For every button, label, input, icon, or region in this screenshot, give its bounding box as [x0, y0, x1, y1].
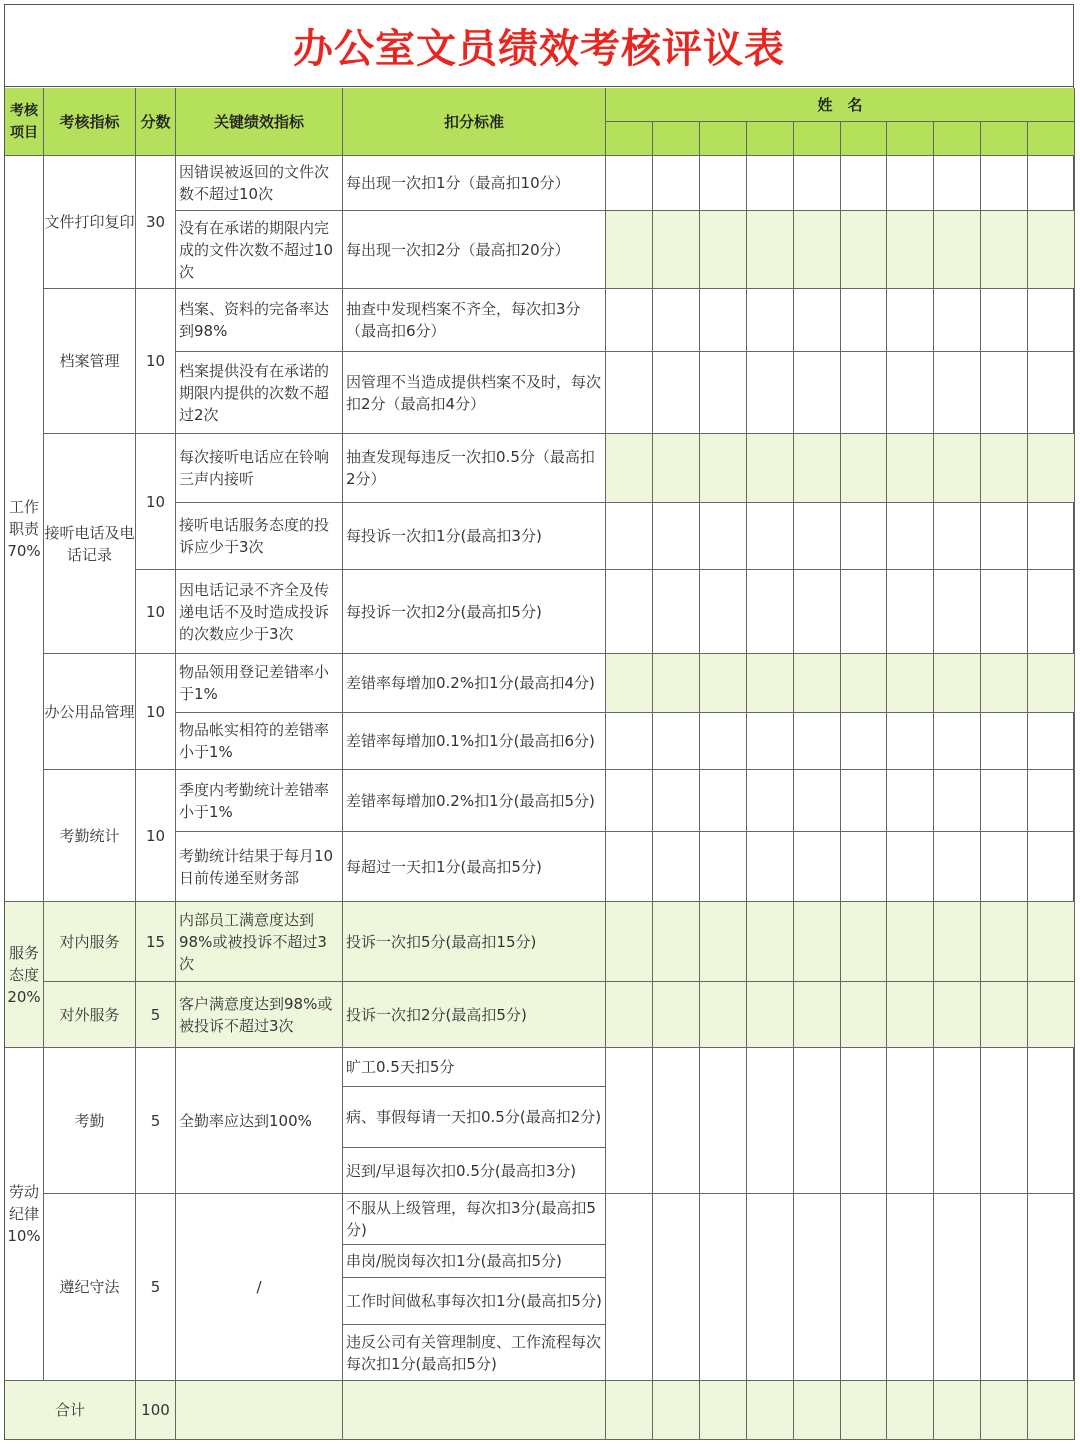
- score-entry-cell[interactable]: [981, 832, 1028, 902]
- score-entry-cell[interactable]: [700, 211, 747, 289]
- score-entry-cell[interactable]: [700, 982, 747, 1048]
- score-entry-cell[interactable]: [606, 1048, 653, 1194]
- score-entry-cell[interactable]: [747, 1194, 794, 1381]
- score-entry-cell[interactable]: [606, 156, 653, 211]
- kpi-cell: 全勤率应达到100%: [176, 1048, 343, 1194]
- name-column-header[interactable]: [1028, 122, 1075, 156]
- name-column-header[interactable]: [887, 122, 934, 156]
- score-entry-cell[interactable]: [700, 1048, 747, 1194]
- score-cell: 10: [136, 289, 176, 434]
- score-entry-cell[interactable]: [747, 902, 794, 982]
- score-cell: 10: [136, 434, 176, 570]
- name-column-header[interactable]: [700, 122, 747, 156]
- score-entry-cell[interactable]: [794, 503, 841, 570]
- score-entry-cell[interactable]: [747, 289, 794, 352]
- deduction-cell: 差错率每增加0.2%扣1分(最高扣4分): [343, 654, 606, 713]
- score-entry-cell[interactable]: [700, 713, 747, 770]
- score-entry-cell[interactable]: [887, 570, 934, 654]
- score-entry-cell[interactable]: [606, 1194, 653, 1381]
- score-entry-cell[interactable]: [981, 570, 1028, 654]
- deduction-cell: 串岗/脱岗每次扣1分(最高扣5分): [343, 1245, 606, 1278]
- score-entry-cell[interactable]: [606, 434, 653, 503]
- score-entry-cell[interactable]: [700, 289, 747, 352]
- score-entry-cell[interactable]: [653, 352, 700, 434]
- score-entry-cell[interactable]: [700, 434, 747, 503]
- name-column-header[interactable]: [747, 122, 794, 156]
- score-entry-cell[interactable]: [653, 570, 700, 654]
- score-entry-cell[interactable]: [1028, 1381, 1075, 1440]
- deduction-cell: 抽查发现每违反一次扣0.5分（最高扣2分）: [343, 434, 606, 503]
- score-entry-cell[interactable]: [747, 434, 794, 503]
- score-entry-cell[interactable]: [606, 503, 653, 570]
- kpi-cell: 档案提供没有在承诺的期限内提供的次数不超过2次: [176, 352, 343, 434]
- score-entry-cell[interactable]: [700, 902, 747, 982]
- name-column-header[interactable]: [606, 122, 653, 156]
- score-entry-cell[interactable]: [700, 1381, 747, 1440]
- score-entry-cell[interactable]: [794, 713, 841, 770]
- score-entry-cell[interactable]: [1028, 982, 1075, 1048]
- score-entry-cell[interactable]: [981, 434, 1028, 503]
- score-entry-cell[interactable]: [934, 1194, 981, 1381]
- score-entry-cell[interactable]: [934, 352, 981, 434]
- score-entry-cell[interactable]: [747, 211, 794, 289]
- score-entry-cell[interactable]: [1028, 1048, 1075, 1194]
- score-cell: 10: [136, 654, 176, 770]
- score-entry-cell[interactable]: [653, 1048, 700, 1194]
- deduction-cell: 每投诉一次扣1分(最高扣3分): [343, 503, 606, 570]
- score-entry-cell[interactable]: [794, 1194, 841, 1381]
- score-entry-cell[interactable]: [653, 770, 700, 832]
- indicator-cell: 考勤统计: [44, 770, 136, 902]
- score-entry-cell[interactable]: [1028, 832, 1075, 902]
- header-score: 分数: [136, 88, 176, 156]
- score-entry-cell[interactable]: [747, 1381, 794, 1440]
- score-entry-cell[interactable]: [841, 713, 887, 770]
- category-labor-discipline: 劳动纪律10%: [5, 1048, 44, 1381]
- score-entry-cell[interactable]: [653, 434, 700, 503]
- score-entry-cell[interactable]: [606, 770, 653, 832]
- score-entry-cell[interactable]: [653, 713, 700, 770]
- score-entry-cell[interactable]: [747, 570, 794, 654]
- deduction-cell: 病、事假每请一天扣0.5分(最高扣2分): [343, 1087, 606, 1148]
- score-entry-cell[interactable]: [747, 713, 794, 770]
- kpi-cell: 内部员工满意度达到98%或被投诉不超过3次: [176, 902, 343, 982]
- indicator-cell: 档案管理: [44, 289, 136, 434]
- deduction-cell: 每投诉一次扣2分(最高扣5分): [343, 570, 606, 654]
- score-entry-cell[interactable]: [606, 713, 653, 770]
- score-entry-cell[interactable]: [934, 289, 981, 352]
- score-entry-cell[interactable]: [700, 654, 747, 713]
- score-entry-cell[interactable]: [934, 654, 981, 713]
- score-entry-cell[interactable]: [841, 156, 887, 211]
- score-entry-cell[interactable]: [887, 770, 934, 832]
- indicator-cell: 办公用品管理: [44, 654, 136, 770]
- deduction-cell: 不服从上级管理，每次扣3分(最高扣5分): [343, 1194, 606, 1245]
- score-entry-cell[interactable]: [653, 211, 700, 289]
- score-entry-cell[interactable]: [794, 982, 841, 1048]
- total-deduction-empty[interactable]: [343, 1381, 606, 1440]
- score-entry-cell[interactable]: [700, 570, 747, 654]
- total-kpi-empty[interactable]: [176, 1381, 343, 1440]
- score-entry-cell[interactable]: [887, 211, 934, 289]
- score-entry-cell[interactable]: [794, 211, 841, 289]
- score-entry-cell[interactable]: [934, 1048, 981, 1194]
- name-column-header[interactable]: [981, 122, 1028, 156]
- score-entry-cell[interactable]: [747, 1048, 794, 1194]
- header-deduction: 扣分标准: [343, 88, 606, 156]
- kpi-cell: 每次接听电话应在铃响三声内接听: [176, 434, 343, 503]
- score-entry-cell[interactable]: [841, 1048, 887, 1194]
- score-entry-cell[interactable]: [794, 832, 841, 902]
- indicator-cell: 接听电话及电话记录: [44, 434, 136, 654]
- score-entry-cell[interactable]: [700, 832, 747, 902]
- score-entry-cell[interactable]: [981, 770, 1028, 832]
- score-entry-cell[interactable]: [841, 289, 887, 352]
- score-entry-cell[interactable]: [887, 1048, 934, 1194]
- score-entry-cell[interactable]: [981, 982, 1028, 1048]
- kpi-cell: 考勤统计结果于每月10日前传递至财务部: [176, 832, 343, 902]
- score-entry-cell[interactable]: [887, 982, 934, 1048]
- score-entry-cell[interactable]: [934, 1381, 981, 1440]
- score-entry-cell[interactable]: [841, 982, 887, 1048]
- kpi-cell: 客户满意度达到98%或被投诉不超过3次: [176, 982, 343, 1048]
- score-entry-cell[interactable]: [747, 654, 794, 713]
- name-column-header[interactable]: [841, 122, 887, 156]
- score-entry-cell[interactable]: [887, 1194, 934, 1381]
- score-entry-cell[interactable]: [1028, 503, 1075, 570]
- score-entry-cell[interactable]: [653, 503, 700, 570]
- score-entry-cell[interactable]: [887, 503, 934, 570]
- score-entry-cell[interactable]: [841, 1194, 887, 1381]
- score-entry-cell[interactable]: [934, 503, 981, 570]
- score-entry-cell[interactable]: [653, 982, 700, 1048]
- score-entry-cell[interactable]: [887, 352, 934, 434]
- score-entry-cell[interactable]: [700, 503, 747, 570]
- score-entry-cell[interactable]: [747, 770, 794, 832]
- score-entry-cell[interactable]: [653, 1194, 700, 1381]
- deduction-cell: 迟到/早退每次扣0.5分(最高扣3分): [343, 1148, 606, 1194]
- score-entry-cell[interactable]: [887, 289, 934, 352]
- kpi-cell: 档案、资料的完备率达到98%: [176, 289, 343, 352]
- score-entry-cell[interactable]: [981, 902, 1028, 982]
- name-column-header[interactable]: [653, 122, 700, 156]
- score-entry-cell[interactable]: [606, 352, 653, 434]
- score-entry-cell[interactable]: [794, 770, 841, 832]
- deduction-cell: 投诉一次扣5分(最高扣15分): [343, 902, 606, 982]
- score-entry-cell[interactable]: [841, 352, 887, 434]
- score-entry-cell[interactable]: [653, 289, 700, 352]
- score-entry-cell[interactable]: [841, 1381, 887, 1440]
- score-entry-cell[interactable]: [934, 434, 981, 503]
- name-column-header[interactable]: [934, 122, 981, 156]
- score-entry-cell[interactable]: [1028, 713, 1075, 770]
- score-entry-cell[interactable]: [1028, 1194, 1075, 1381]
- score-entry-cell[interactable]: [934, 211, 981, 289]
- score-entry-cell[interactable]: [606, 654, 653, 713]
- score-cell: 10: [136, 770, 176, 902]
- score-cell: 5: [136, 1194, 176, 1381]
- indicator-cell: 文件打印复印: [44, 156, 136, 289]
- score-entry-cell[interactable]: [1028, 570, 1075, 654]
- score-entry-cell[interactable]: [981, 1048, 1028, 1194]
- score-entry-cell[interactable]: [700, 352, 747, 434]
- score-entry-cell[interactable]: [841, 503, 887, 570]
- score-entry-cell[interactable]: [747, 982, 794, 1048]
- score-entry-cell[interactable]: [794, 289, 841, 352]
- score-entry-cell[interactable]: [747, 503, 794, 570]
- score-entry-cell[interactable]: [700, 1194, 747, 1381]
- score-entry-cell[interactable]: [934, 832, 981, 902]
- score-entry-cell[interactable]: [841, 902, 887, 982]
- kpi-cell: 物品领用登记差错率小于1%: [176, 654, 343, 713]
- kpi-cell: 没有在承诺的期限内完成的文件次数不超过10次: [176, 211, 343, 289]
- header-kpi: 关键绩效指标: [176, 88, 343, 156]
- score-cell: 10: [136, 570, 176, 654]
- score-cell: 5: [136, 1048, 176, 1194]
- score-entry-cell[interactable]: [794, 156, 841, 211]
- deduction-cell: 抽查中发现档案不齐全，每次扣3分（最高扣6分）: [343, 289, 606, 352]
- score-entry-cell[interactable]: [653, 156, 700, 211]
- kpi-cell: 接听电话服务态度的投诉应少于3次: [176, 503, 343, 570]
- score-entry-cell[interactable]: [794, 434, 841, 503]
- score-entry-cell[interactable]: [981, 1381, 1028, 1440]
- score-cell: 30: [136, 156, 176, 289]
- score-entry-cell[interactable]: [887, 1381, 934, 1440]
- score-entry-cell[interactable]: [887, 654, 934, 713]
- deduction-cell: 每出现一次扣2分（最高扣20分）: [343, 211, 606, 289]
- deduction-cell: 投诉一次扣2分(最高扣5分): [343, 982, 606, 1048]
- score-entry-cell[interactable]: [841, 570, 887, 654]
- score-entry-cell[interactable]: [887, 902, 934, 982]
- category-service-attitude: 服务态度20%: [5, 902, 44, 1048]
- header-name: 姓 名: [606, 88, 1075, 122]
- deduction-cell: 差错率每增加0.1%扣1分(最高扣6分): [343, 713, 606, 770]
- score-entry-cell[interactable]: [841, 654, 887, 713]
- deduction-cell: 每出现一次扣1分（最高扣10分）: [343, 156, 606, 211]
- score-entry-cell[interactable]: [1028, 654, 1075, 713]
- score-entry-cell[interactable]: [981, 156, 1028, 211]
- score-entry-cell[interactable]: [981, 289, 1028, 352]
- score-entry-cell[interactable]: [841, 434, 887, 503]
- deduction-cell: 因管理不当造成提供档案不及时，每次扣2分（最高扣4分）: [343, 352, 606, 434]
- score-entry-cell[interactable]: [841, 211, 887, 289]
- score-entry-cell[interactable]: [981, 654, 1028, 713]
- score-entry-cell[interactable]: [794, 654, 841, 713]
- score-entry-cell[interactable]: [887, 156, 934, 211]
- score-entry-cell[interactable]: [653, 902, 700, 982]
- kpi-cell: 因错误被返回的文件次数不超过10次: [176, 156, 343, 211]
- score-entry-cell[interactable]: [981, 352, 1028, 434]
- score-entry-cell[interactable]: [887, 713, 934, 770]
- score-entry-cell[interactable]: [1028, 352, 1075, 434]
- kpi-cell: 因电话记录不齐全及传递电话不及时造成投诉的次数应少于3次: [176, 570, 343, 654]
- score-entry-cell[interactable]: [934, 713, 981, 770]
- score-entry-cell[interactable]: [794, 352, 841, 434]
- score-entry-cell[interactable]: [1028, 211, 1075, 289]
- indicator-cell: 对外服务: [44, 982, 136, 1048]
- score-entry-cell[interactable]: [794, 570, 841, 654]
- score-entry-cell[interactable]: [841, 770, 887, 832]
- score-entry-cell[interactable]: [1028, 156, 1075, 211]
- kpi-cell: 季度内考勤统计差错率小于1%: [176, 770, 343, 832]
- score-entry-cell[interactable]: [653, 654, 700, 713]
- total-label: 合计: [5, 1381, 136, 1440]
- score-entry-cell[interactable]: [606, 570, 653, 654]
- page-title: 办公室文员绩效考核评议表: [5, 5, 1073, 87]
- header-category: 考核项目: [5, 88, 44, 156]
- header-indicator: 考核指标: [44, 88, 136, 156]
- name-column-header[interactable]: [794, 122, 841, 156]
- score-entry-cell[interactable]: [887, 832, 934, 902]
- score-cell: 15: [136, 902, 176, 982]
- score-entry-cell[interactable]: [934, 570, 981, 654]
- deduction-cell: 差错率每增加0.2%扣1分(最高扣5分): [343, 770, 606, 832]
- score-entry-cell[interactable]: [700, 156, 747, 211]
- score-entry-cell[interactable]: [934, 982, 981, 1048]
- score-entry-cell[interactable]: [747, 156, 794, 211]
- score-entry-cell[interactable]: [606, 289, 653, 352]
- score-entry-cell[interactable]: [934, 156, 981, 211]
- score-entry-cell[interactable]: [981, 503, 1028, 570]
- score-entry-cell[interactable]: [606, 982, 653, 1048]
- score-entry-cell[interactable]: [934, 770, 981, 832]
- kpi-cell: /: [176, 1194, 343, 1381]
- score-entry-cell[interactable]: [653, 1381, 700, 1440]
- score-entry-cell[interactable]: [606, 902, 653, 982]
- score-entry-cell[interactable]: [606, 1381, 653, 1440]
- score-entry-cell[interactable]: [1028, 289, 1075, 352]
- score-entry-cell[interactable]: [1028, 770, 1075, 832]
- score-entry-cell[interactable]: [653, 832, 700, 902]
- score-entry-cell[interactable]: [887, 434, 934, 503]
- deduction-cell: 工作时间做私事每次扣1分(最高扣5分): [343, 1278, 606, 1325]
- score-entry-cell[interactable]: [606, 832, 653, 902]
- category-work-duty: 工作职责70%: [5, 156, 44, 902]
- score-entry-cell[interactable]: [841, 832, 887, 902]
- indicator-cell: 对内服务: [44, 902, 136, 982]
- score-entry-cell[interactable]: [747, 832, 794, 902]
- indicator-cell: 考勤: [44, 1048, 136, 1194]
- score-entry-cell[interactable]: [794, 1048, 841, 1194]
- kpi-cell: 物品帐实相符的差错率小于1%: [176, 713, 343, 770]
- score-entry-cell[interactable]: [747, 352, 794, 434]
- deduction-cell: 违反公司有关管理制度、工作流程每次每次扣1分(最高扣5分): [343, 1325, 606, 1381]
- score-entry-cell[interactable]: [606, 211, 653, 289]
- score-entry-cell[interactable]: [981, 1194, 1028, 1381]
- score-entry-cell[interactable]: [934, 902, 981, 982]
- total-score: 100: [136, 1381, 176, 1440]
- score-entry-cell[interactable]: [981, 713, 1028, 770]
- score-entry-cell[interactable]: [1028, 902, 1075, 982]
- score-entry-cell[interactable]: [700, 770, 747, 832]
- deduction-cell: 每超过一天扣1分(最高扣5分): [343, 832, 606, 902]
- score-entry-cell[interactable]: [981, 211, 1028, 289]
- score-entry-cell[interactable]: [794, 902, 841, 982]
- indicator-cell: 遵纪守法: [44, 1194, 136, 1381]
- score-entry-cell[interactable]: [794, 1381, 841, 1440]
- score-cell: 5: [136, 982, 176, 1048]
- deduction-cell: 旷工0.5天扣5分: [343, 1048, 606, 1087]
- score-entry-cell[interactable]: [1028, 434, 1075, 503]
